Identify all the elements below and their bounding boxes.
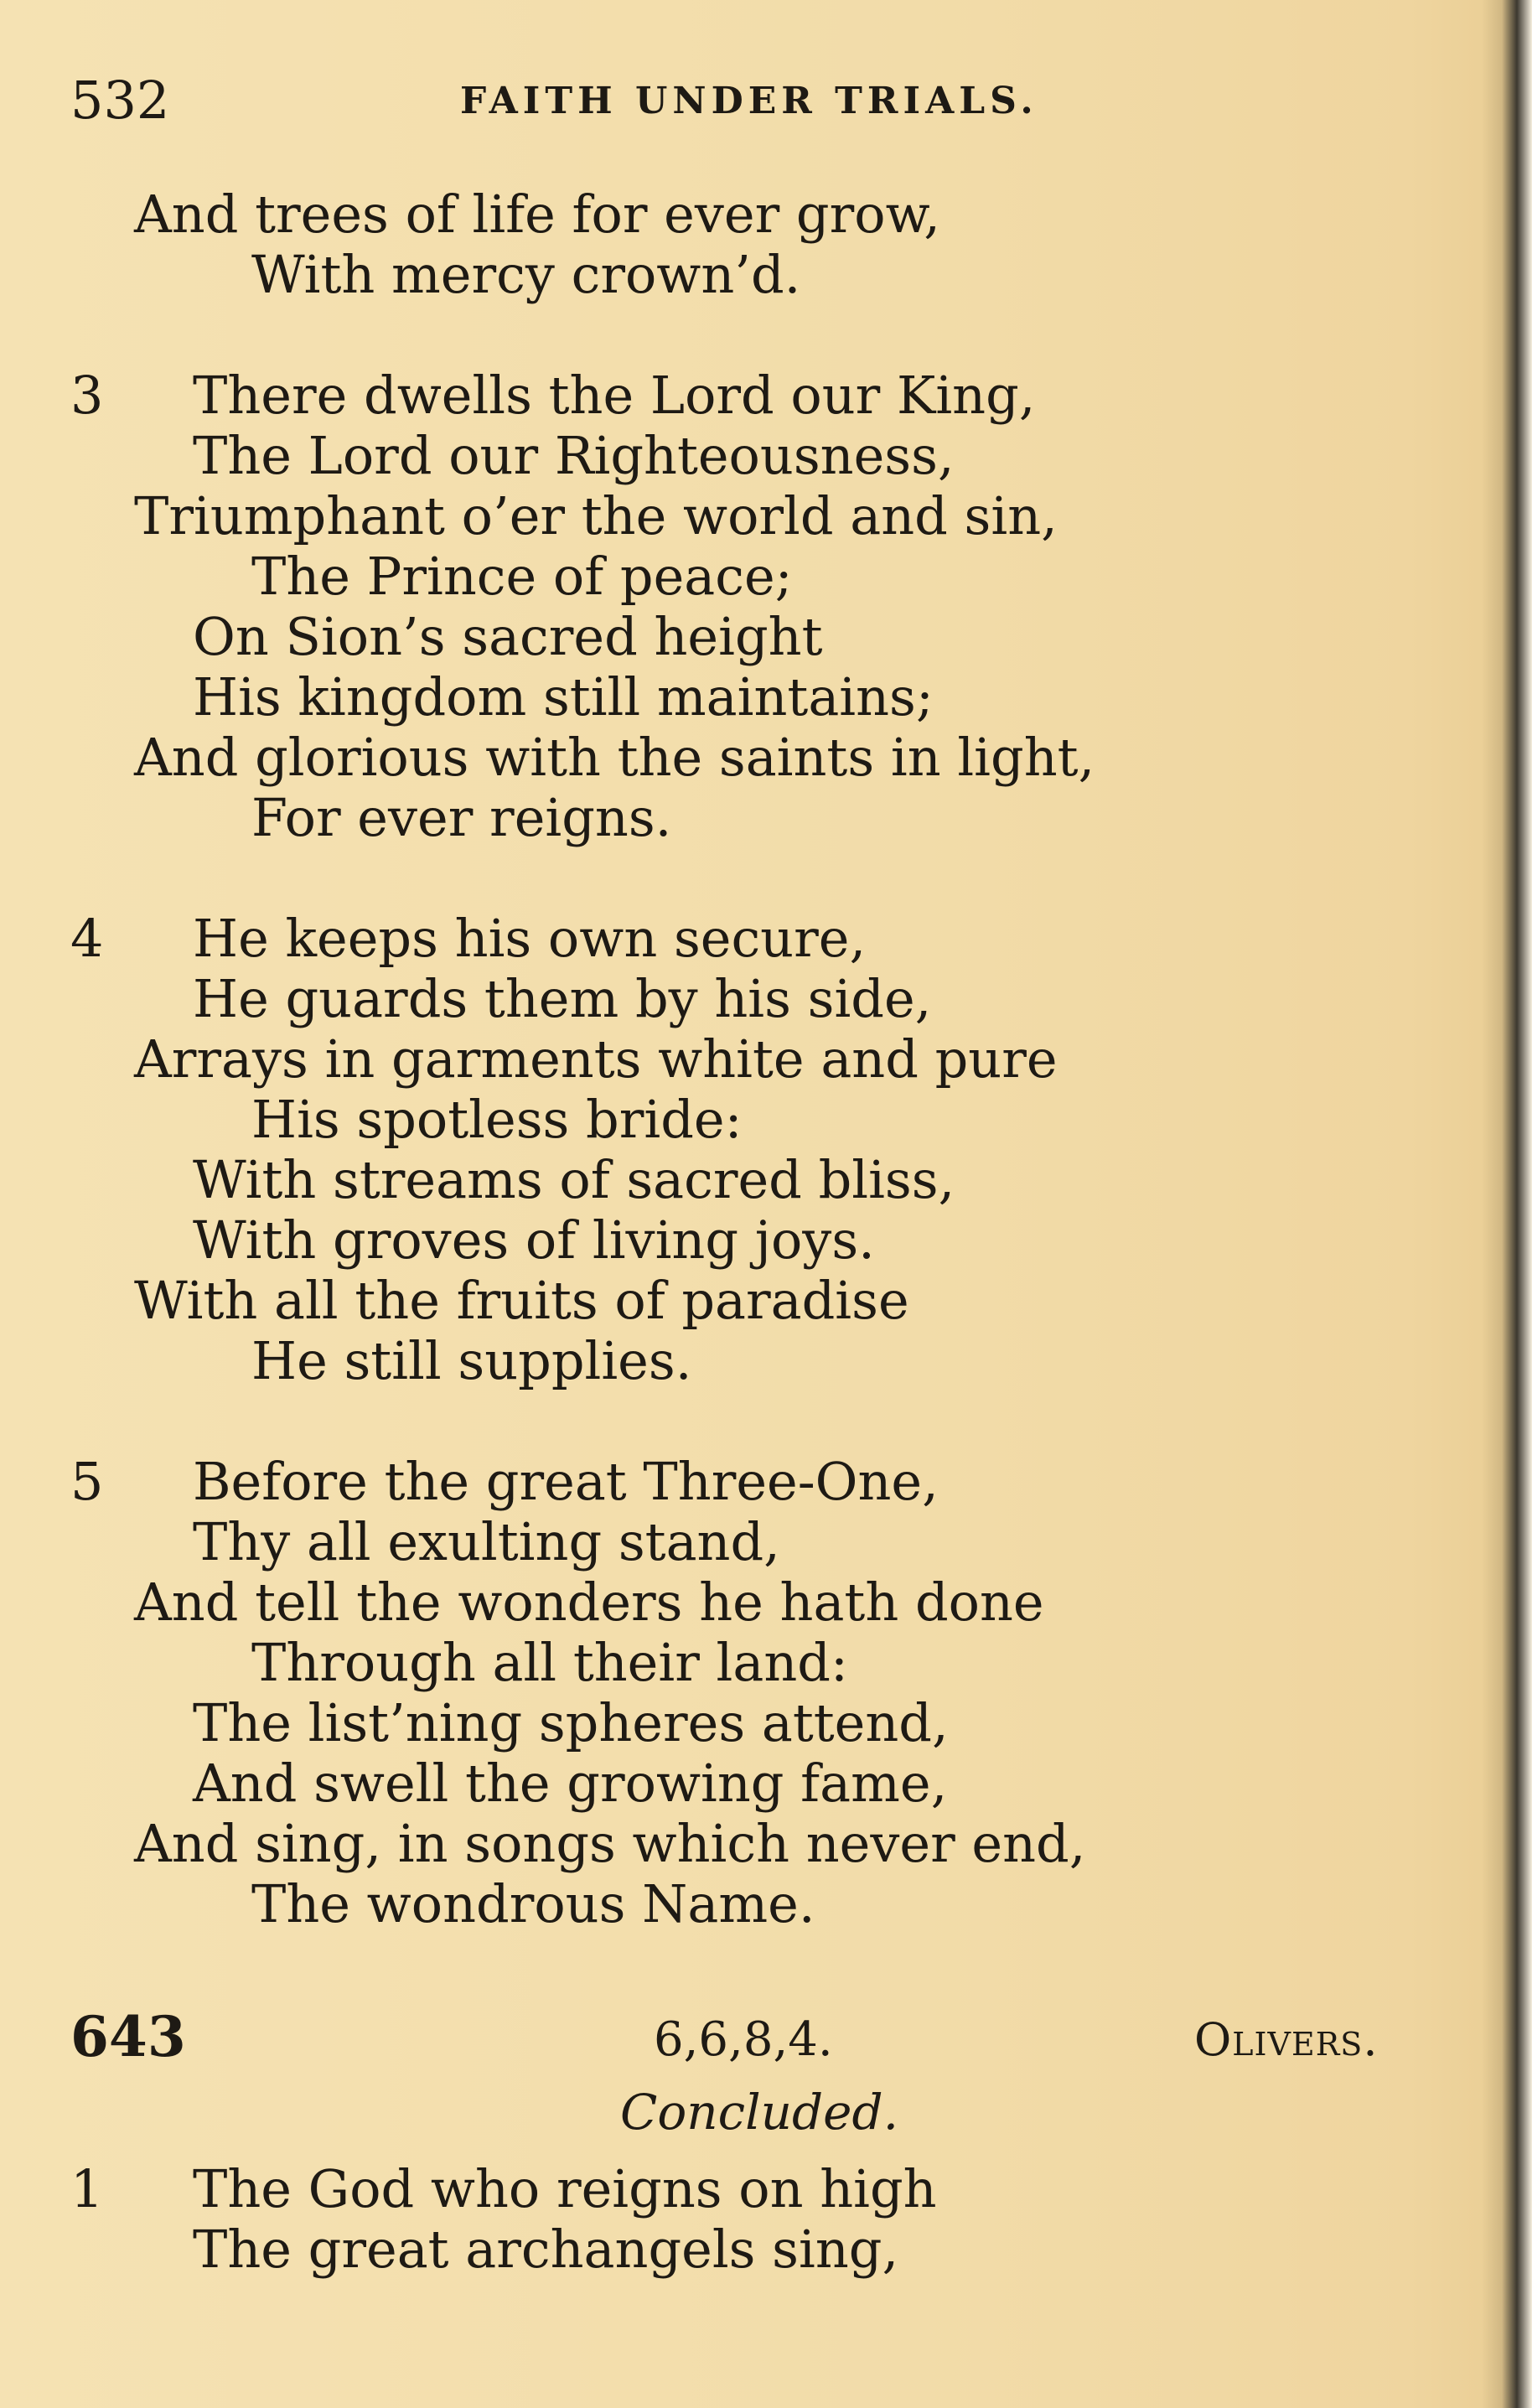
verse-line: With all the fruits of paradise (134, 1270, 909, 1331)
stanza-number: 4 (70, 908, 104, 969)
verse-line: And swell the growing fame, (193, 1753, 948, 1814)
verse-line: With streams of sacred bliss, (193, 1149, 955, 1210)
hymn-author: Olivers. (1194, 2013, 1379, 2066)
stanza-number: 5 (70, 1451, 104, 1512)
verse-line: The wondrous Name. (251, 1873, 815, 1934)
verse-line: On Sion’s sacred height (193, 606, 823, 667)
verse-line: Triumphant o’er the world and sin, (134, 485, 1058, 546)
stanza-4 (0, 909, 1441, 1391)
stanza-3 (0, 365, 1441, 848)
verse-line: He keeps his own secure, (193, 908, 867, 969)
hymn-number: 643 (70, 2004, 186, 2069)
verse-line: Thy all exulting stand, (193, 1511, 780, 1572)
book-gutter-shadow (1482, 0, 1532, 2408)
verse-line: His kingdom still maintains; (193, 666, 934, 728)
verse-line: Through all their land: (251, 1632, 848, 1693)
verse-line: With groves of living joys. (193, 1209, 875, 1271)
verse-line: He guards them by his side, (193, 968, 932, 1029)
continued-stanza (0, 184, 1441, 305)
verse-line: There dwells the Lord our King, (193, 365, 1036, 426)
verse-line: The God who reigns on high (193, 2158, 937, 2219)
hymn-heading (0, 1995, 1441, 2079)
verse-line: The Lord our Righteousness, (193, 425, 955, 486)
verse-line: His spotless bride: (251, 1089, 743, 1150)
stanza-5 (0, 1452, 1441, 1934)
verse-line: Arrays in garments white and pure (134, 1028, 1058, 1090)
verse-line: For ever reigns. (251, 787, 672, 848)
verse-line: The Prince of peace; (251, 546, 793, 607)
hymn-text (0, 184, 1441, 2340)
verse-line: The list’ning spheres attend, (193, 1692, 949, 1753)
verse-line: And trees of life for ever grow, (134, 184, 940, 245)
verse-line: The great archangels sing, (193, 2219, 899, 2280)
verse-line: And sing, in songs which never end, (134, 1813, 1086, 1874)
verse-line: Before the great Three-One, (193, 1451, 939, 1512)
page-number: 532 (70, 70, 170, 131)
stanza-1 (0, 2159, 1441, 2280)
stanza-number: 3 (70, 365, 104, 426)
verse-line: And glorious with the saints in light, (134, 727, 1095, 788)
verse-line: And tell the wonders he hath done (134, 1572, 1044, 1633)
running-head: FAITH UNDER TRIALS. (460, 80, 1038, 122)
hymn-meter: 6,6,8,4. (654, 2012, 833, 2067)
verse-line: With mercy crown’d. (251, 244, 801, 305)
page-header (70, 67, 1445, 134)
verse-line: He still supplies. (251, 1330, 692, 1391)
hymn-subtitle: Concluded. (620, 2084, 899, 2141)
stanza-number: 1 (70, 2158, 104, 2219)
